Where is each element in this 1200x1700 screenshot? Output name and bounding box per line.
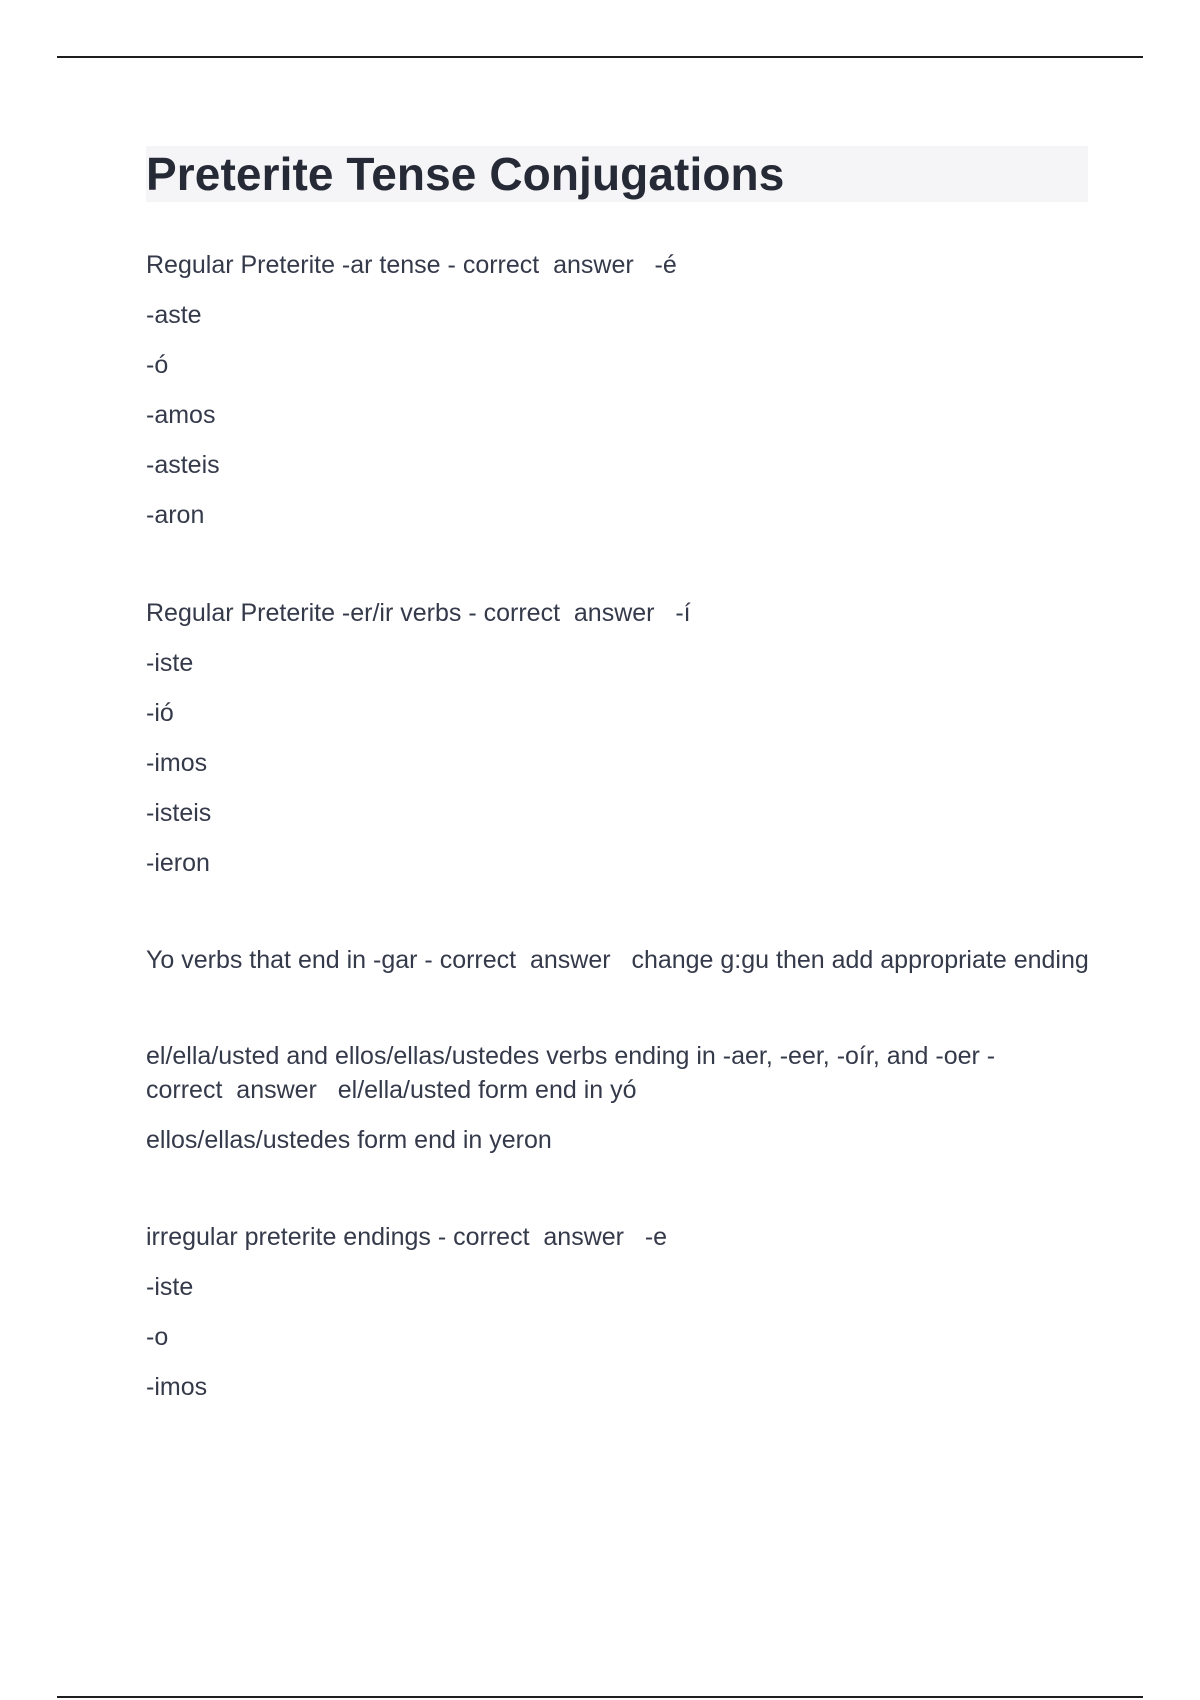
flashcard-list bbox=[146, 248, 1096, 1470]
question-text: Yo verbs that end in -gar bbox=[146, 946, 418, 974]
flashcard bbox=[146, 248, 1096, 532]
separator: - bbox=[461, 599, 484, 627]
question-text: Regular Preterite -ar tense bbox=[146, 251, 441, 279]
question-line bbox=[146, 1220, 1096, 1254]
question-line bbox=[146, 943, 1096, 977]
flashcard bbox=[146, 596, 1096, 880]
answer-marker: correct answer bbox=[453, 1223, 624, 1251]
separator: - bbox=[440, 251, 463, 279]
question-text: irregular preterite endings bbox=[146, 1223, 431, 1251]
answer-line: -asteis bbox=[146, 451, 220, 479]
separator: - bbox=[430, 1223, 454, 1251]
answer-text: el/ella/usted form end in yó bbox=[337, 1076, 637, 1104]
answer-line: -ió bbox=[146, 699, 174, 727]
answer-text: -e bbox=[644, 1223, 668, 1251]
answer-line: -ó bbox=[146, 351, 169, 379]
answer-marker: correct answer bbox=[439, 946, 611, 974]
answer-text: -í bbox=[675, 599, 691, 627]
header-rule bbox=[57, 56, 1143, 58]
page-title: Preterite Tense Conjugations bbox=[146, 148, 785, 200]
answer-line: -iste bbox=[146, 1273, 194, 1301]
footer-rule bbox=[57, 1696, 1143, 1698]
answer-text: -é bbox=[654, 251, 677, 279]
question-line bbox=[146, 1039, 1096, 1107]
flashcard bbox=[146, 1220, 1096, 1404]
answer-line: -iste bbox=[146, 649, 194, 677]
answer-line: -aste bbox=[146, 301, 202, 329]
question-line bbox=[146, 248, 1096, 282]
flashcard bbox=[146, 943, 1096, 977]
answer-marker: correct answer bbox=[483, 599, 655, 627]
question-text: Regular Preterite -er/ir verbs bbox=[146, 599, 462, 627]
separator: - bbox=[979, 1042, 1003, 1070]
answer-marker: correct answer bbox=[462, 251, 634, 279]
answer-text: change g:gu then add appropriate ending bbox=[631, 946, 1089, 974]
answer-line: -o bbox=[146, 1323, 169, 1351]
question-text: el/ella/usted and ellos/ellas/ustedes verbs ending in -aer, -eer, -oír, and -oer bbox=[146, 1042, 980, 1070]
answer-line: -ieron bbox=[146, 849, 210, 877]
answer-line: -isteis bbox=[146, 799, 212, 827]
answer-line: -imos bbox=[146, 1373, 208, 1401]
answer-line: -amos bbox=[146, 401, 216, 429]
answer-line: -imos bbox=[146, 749, 208, 777]
answer-marker: correct answer bbox=[146, 1076, 317, 1104]
flashcard bbox=[146, 1039, 1096, 1157]
answer-line: ellos/ellas/ustedes form end in yeron bbox=[146, 1126, 552, 1154]
question-line bbox=[146, 596, 1096, 630]
answer-line: -aron bbox=[146, 501, 205, 529]
separator: - bbox=[417, 946, 440, 974]
